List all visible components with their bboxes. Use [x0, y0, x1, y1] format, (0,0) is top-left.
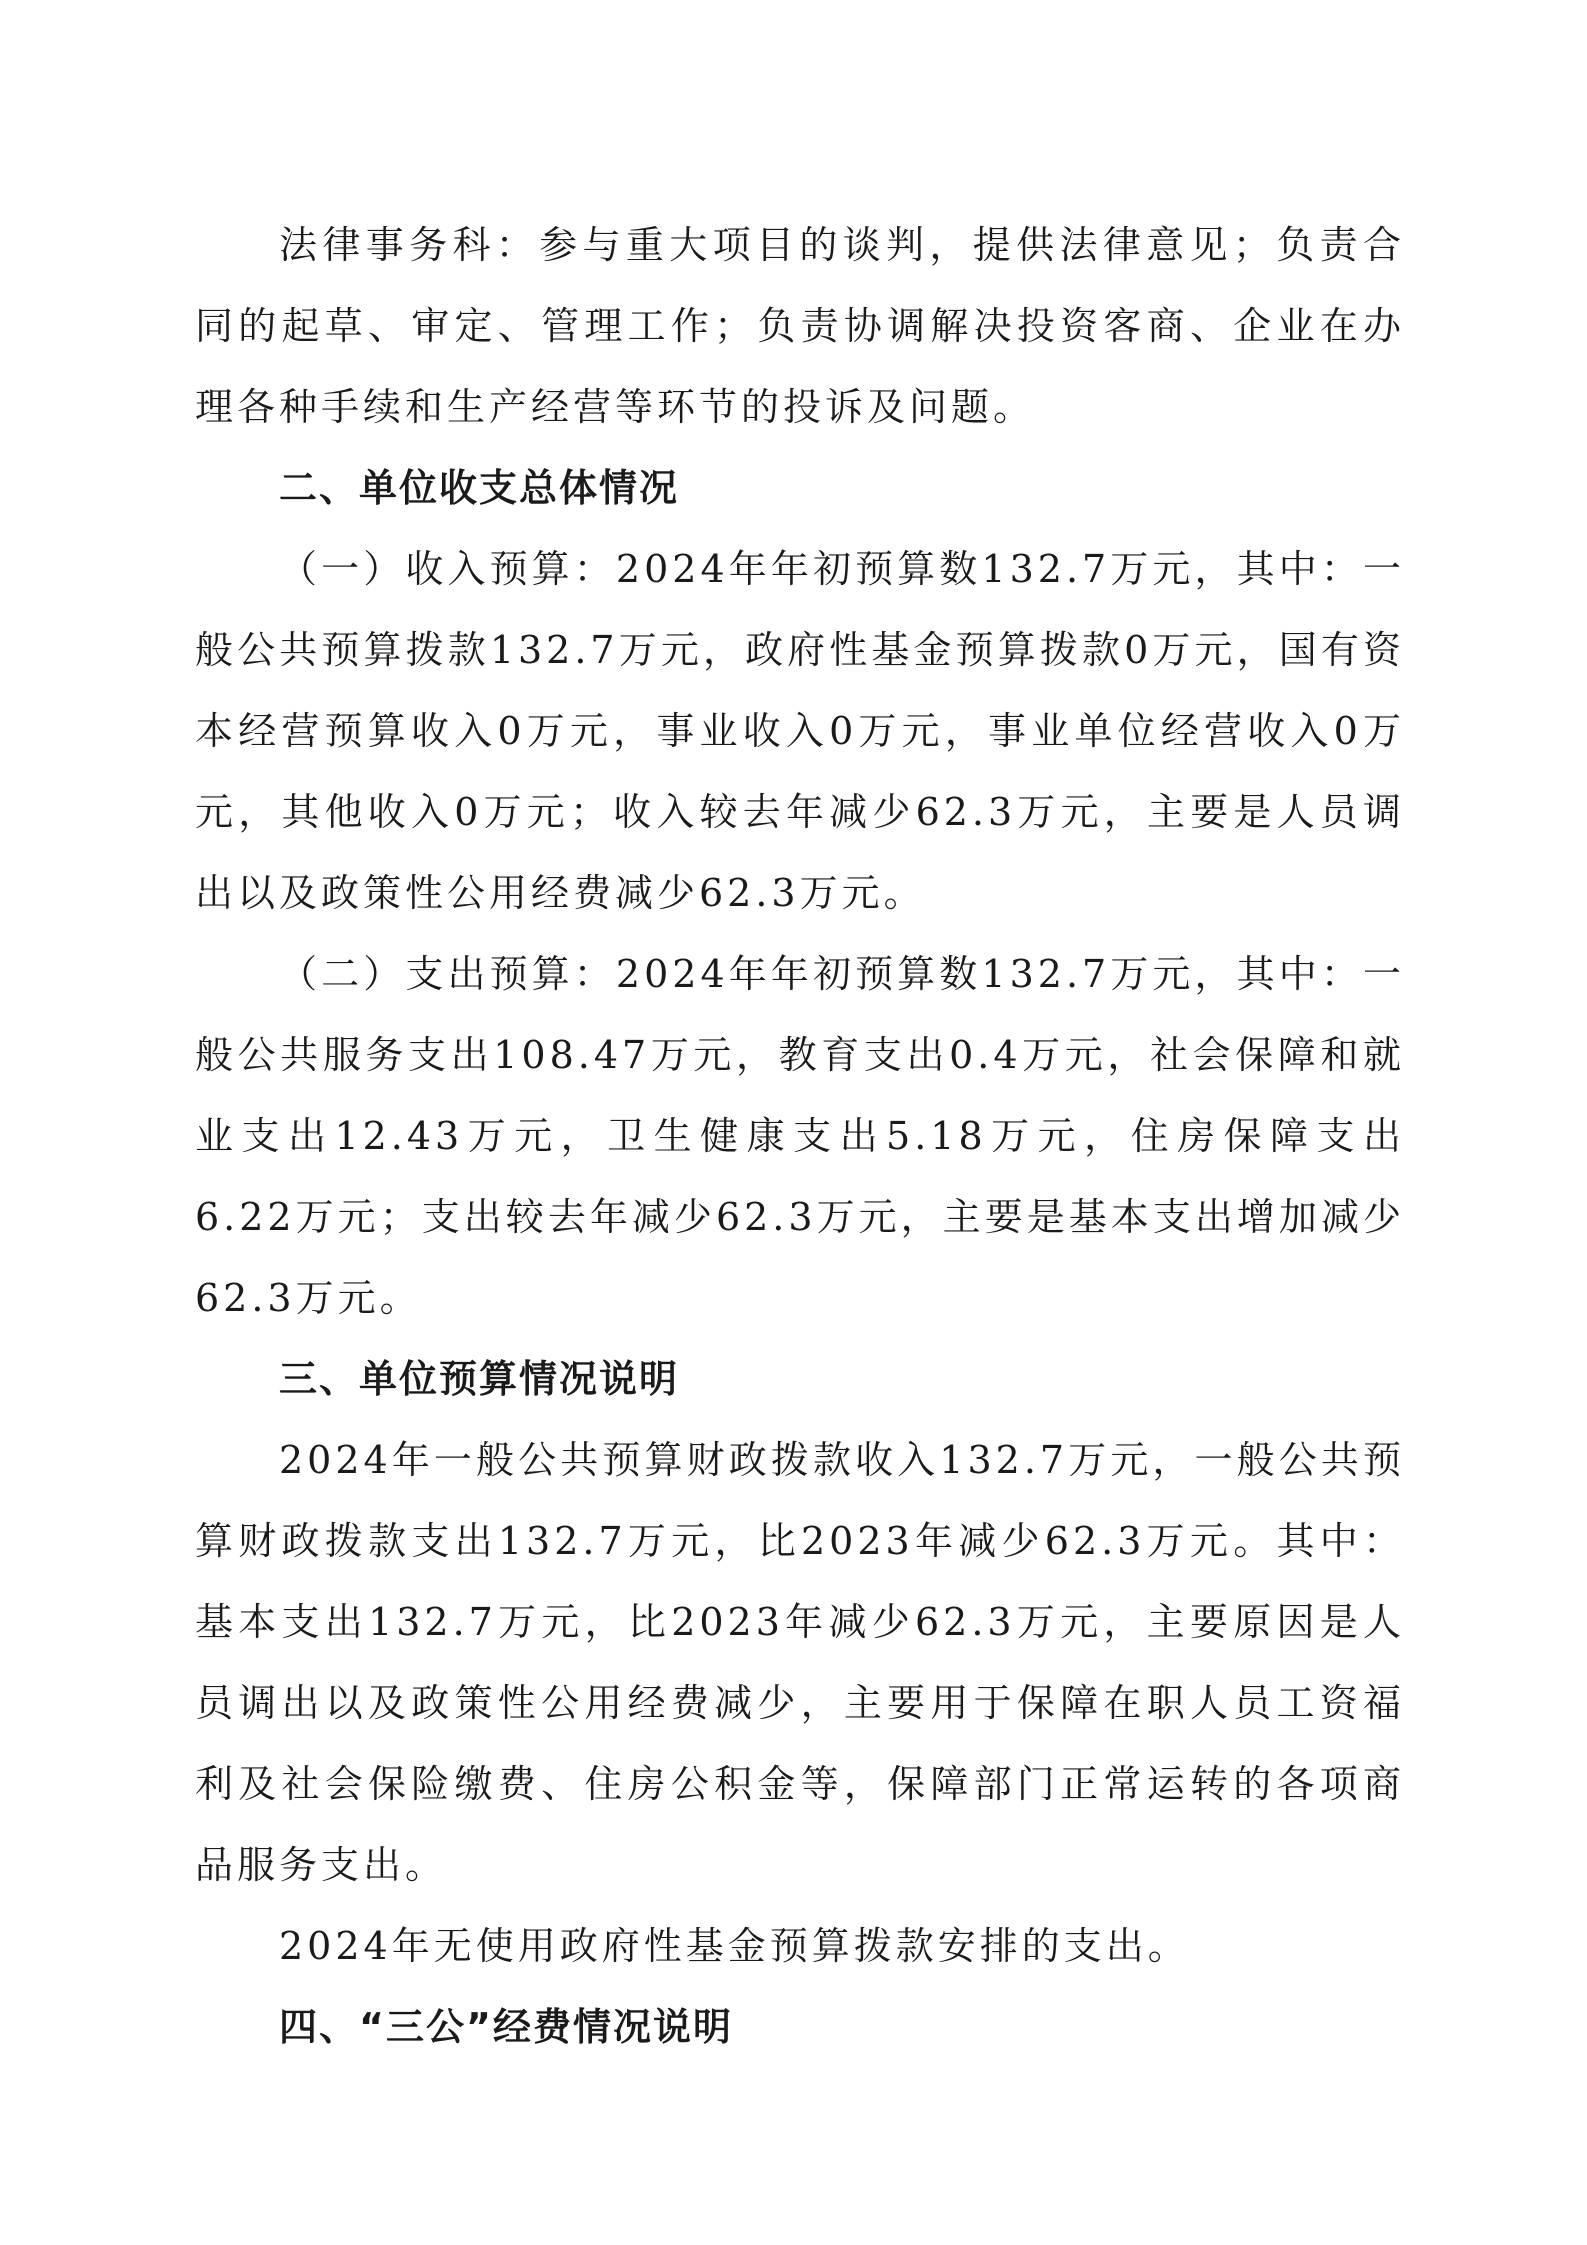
paragraph-general-budget: 2024年一般公共预算财政拨款收入132.7万元，一般公共预算财政拨款支出132.7万元，比2023年减少62.3万元。其中：基本支出132.7万元，比2023年减少62.3万元，主要原因是人员调出以及政策性公用经费减少，主要用于保障在职人员工资福利及社会保险缴费、住房公积金等，保障部门正常运转的各项商品服务支出。 [195, 1438, 1405, 1887]
heading-three-public-expenses: 四、“三公”经费情况说明 [279, 2005, 733, 2049]
heading-budget-explanation: 三、单位预算情况说明 [279, 1357, 680, 1401]
document-page [195, 205, 1405, 2068]
paragraph-income-budget: （一）收入预算：2024年年初预算数132.7万元，其中：一般公共预算拨款132.7万元，政府性基金预算拨款0万元，国有资本经营预算收入0万元，事业收入0万元，事业单位经营收入0万元，其他收入0万元；收入较去年减少62.3万元，主要是人员调出以及政策性公用经费减少62.3万元。 [195, 547, 1405, 915]
paragraph-expenditure-budget: （二）支出预算：2024年年初预算数132.7万元，其中：一般公共服务支出108.47万元，教育支出0.4万元，社会保障和就业支出12.43万元，卫生健康支出5.18万元，住房保障支出6.22万元；支出较去年减少62.3万元，主要是基本支出增加减少62.3万元。 [195, 952, 1405, 1320]
heading-income-expenditure-overview: 二、单位收支总体情况 [279, 466, 680, 510]
paragraph-government-fund: 2024年无使用政府性基金预算拨款安排的支出。 [279, 1924, 1190, 1968]
paragraph-legal-affairs: 法律事务科：参与重大项目的谈判，提供法律意见；负责合同的起草、审定、管理工作；负责协调解决投资客商、企业在办理各种手续和生产经营等环节的投诉及问题。 [195, 223, 1405, 429]
